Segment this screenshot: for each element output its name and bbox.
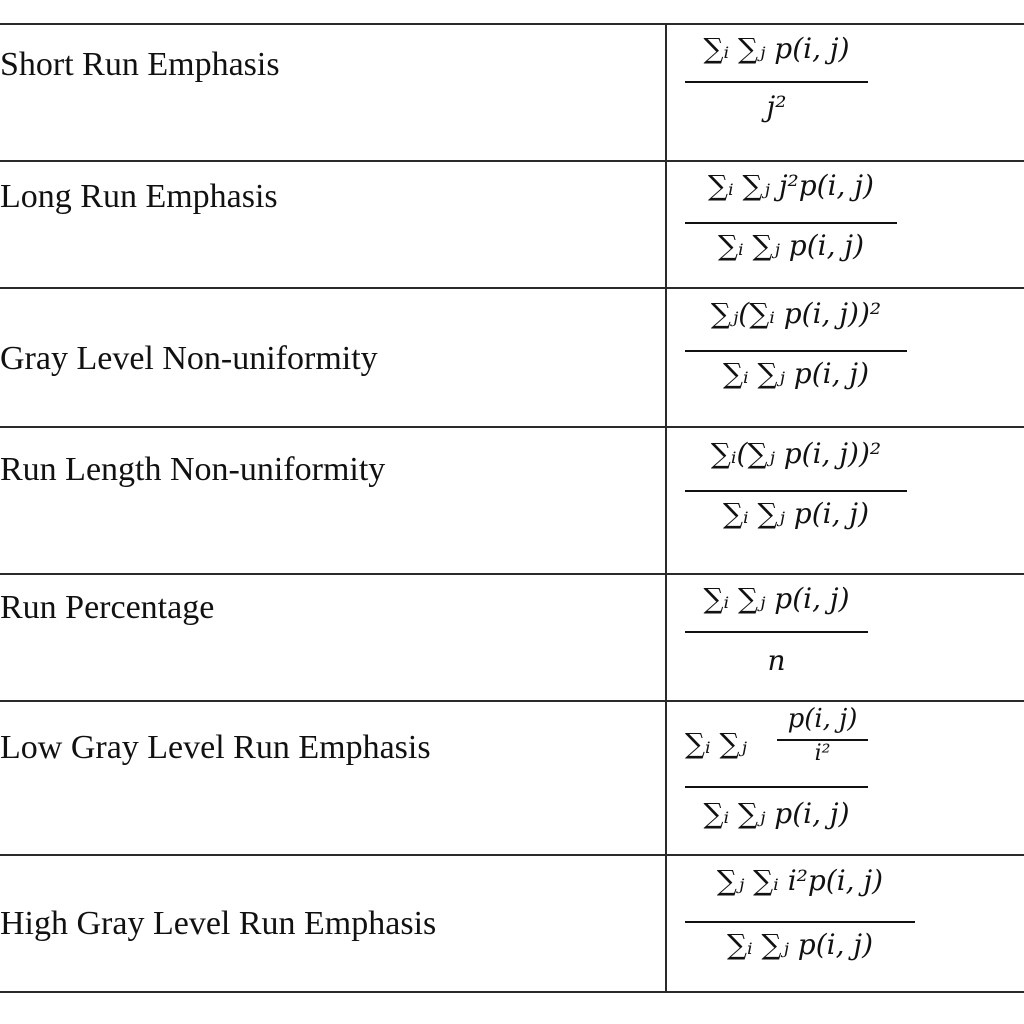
fraction-bar	[685, 786, 868, 788]
numerator-sum-prefix: ∑ᵢ ∑ⱼ	[685, 727, 747, 760]
numerator: ∑ᵢ ∑ⱼ p(i, j)	[703, 582, 850, 615]
denominator: ∑ᵢ ∑ⱼ p(i, j)	[722, 357, 869, 390]
numerator: ∑ᵢ(∑ⱼ p(i, j))²	[710, 437, 882, 470]
fraction-bar	[685, 350, 907, 352]
table-border-bottom	[0, 991, 1024, 993]
denominator: n	[767, 644, 786, 677]
row-divider	[0, 854, 1024, 856]
fraction-bar	[685, 81, 868, 83]
numerator: ∑ᵢ ∑ⱼ j²p(i, j)	[708, 169, 874, 202]
feature-name: Gray Level Non-uniformity	[0, 340, 378, 377]
feature-name: High Gray Level Run Emphasis	[0, 905, 437, 942]
row-divider	[0, 426, 1024, 428]
numerator: ∑ᵢ ∑ⱼ p(i, j)	[703, 32, 850, 65]
denominator: ∑ᵢ ∑ⱼ p(i, j)	[717, 229, 864, 262]
inner-denominator: i²	[814, 741, 831, 766]
feature-name: Run Length Non-uniformity	[0, 451, 386, 488]
row-divider	[0, 287, 1024, 289]
fraction	[685, 706, 868, 846]
row-divider	[0, 700, 1024, 702]
inner-numerator: p(i, j)	[787, 704, 858, 734]
fraction-bar	[685, 222, 897, 224]
row-divider	[0, 160, 1024, 162]
column-divider	[665, 24, 667, 993]
denominator: ∑ᵢ ∑ⱼ p(i, j)	[722, 497, 869, 530]
fraction-bar	[685, 921, 915, 923]
denominator: j²	[766, 90, 787, 123]
feature-name: Run Percentage	[0, 589, 215, 626]
denominator: ∑ᵢ ∑ⱼ p(i, j)	[726, 928, 873, 961]
fraction-bar	[685, 490, 907, 492]
feature-name: Long Run Emphasis	[0, 178, 278, 215]
row-divider	[0, 573, 1024, 575]
feature-name: Short Run Emphasis	[0, 46, 280, 83]
table-border-top	[0, 23, 1024, 25]
fraction-bar	[685, 631, 868, 633]
numerator: ∑ⱼ ∑ᵢ i²p(i, j)	[716, 864, 884, 897]
denominator: ∑ᵢ ∑ⱼ p(i, j)	[703, 797, 850, 830]
feature-name: Low Gray Level Run Emphasis	[0, 729, 431, 766]
numerator: ∑ⱼ(∑ᵢ p(i, j))²	[710, 297, 882, 330]
